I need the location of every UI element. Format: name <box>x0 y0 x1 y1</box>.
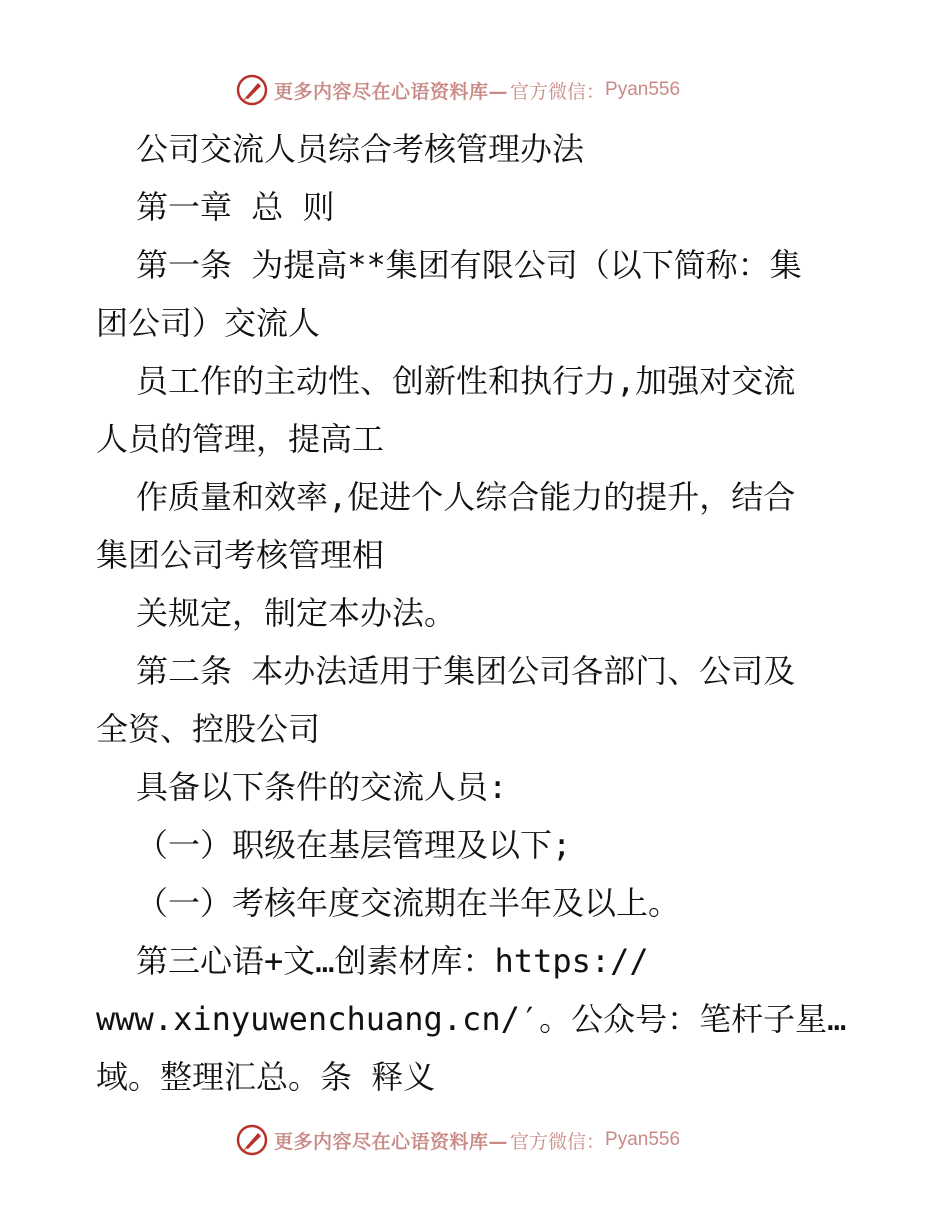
paragraph-line: 第二条 本办法适用于集团公司各部门、公司及 <box>136 652 796 690</box>
banner-brand-text: 更多内容尽在心语资料库— <box>274 1130 509 1153</box>
chapter-heading: 第一章 总 则 <box>136 188 335 226</box>
banner-wechat-id: Pyan556 <box>605 1129 681 1150</box>
paragraph-line: 人员的管理，提高工 <box>96 420 385 458</box>
list-item: （一）考核年度交流期在半年及以上。 <box>136 884 681 922</box>
paragraph-line: 第一条 为提高**集团有限公司（以下简称：集 <box>136 246 802 284</box>
paragraph-line: 员工作的主动性、创新性和执行力,加强对交流 <box>136 362 796 400</box>
paragraph-line: 具备以下条件的交流人员: <box>136 768 508 806</box>
footer-banner <box>236 1122 680 1158</box>
paragraph-line: 作质量和效率,促进个人综合能力的提升，结合 <box>136 478 796 516</box>
document-title: 公司交流人员综合考核管理办法 <box>136 130 585 168</box>
banner-wechat-label: 官方微信： <box>510 1130 606 1153</box>
paragraph-line: 关规定，制定本办法。 <box>136 594 457 632</box>
list-item: （一）职级在基层管理及以下; <box>136 826 572 864</box>
quill-pen-logo-icon <box>236 1124 268 1156</box>
paragraph-line: 集团公司考核管理相 <box>96 536 385 574</box>
paragraph-line: 团公司）交流人 <box>96 304 321 342</box>
banner-wechat-id: Pyan556 <box>605 79 681 100</box>
banner-brand-text: 更多内容尽在心语资料库— <box>274 80 509 103</box>
paragraph-line: 第三心语+文…创素材库：https:// <box>136 942 649 980</box>
paragraph-line: 全资、控股公司 <box>96 710 321 748</box>
header-banner <box>236 72 680 108</box>
document-body <box>96 120 846 1106</box>
paragraph-line: 域。整理汇总。条 释义 <box>96 1058 436 1096</box>
paragraph-line: www.xinyuwenchuang.cn/′。公众号：笔杆子星… <box>96 1000 847 1038</box>
quill-pen-logo-icon <box>236 74 268 106</box>
banner-wechat-label: 官方微信： <box>510 80 606 103</box>
